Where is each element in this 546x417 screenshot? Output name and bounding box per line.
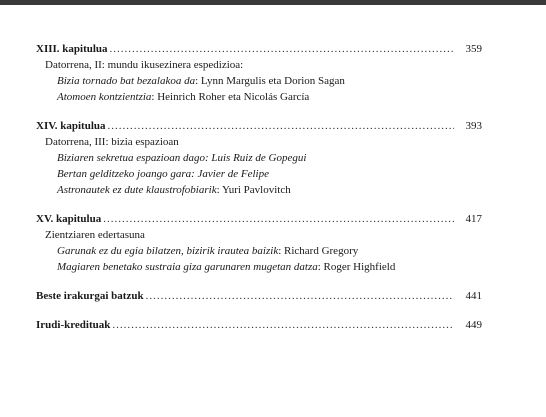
toc-item bbox=[36, 73, 482, 89]
chapter-title: XIII. kapitulua bbox=[36, 43, 108, 55]
item-author: : Lynn Margulis eta Dorion Sagan bbox=[195, 75, 345, 87]
page-number: 359 bbox=[465, 43, 482, 55]
item-author: : Yuri Pavlovitch bbox=[216, 184, 291, 196]
leader-dots bbox=[146, 288, 454, 304]
item-title: Bizia tornado bat bezalakoa da bbox=[57, 75, 196, 87]
chapter-title: XV. kapitulua bbox=[36, 213, 102, 225]
leader-dots bbox=[110, 41, 454, 57]
item-author: : Heinrich Roher eta Nicolás García bbox=[151, 91, 310, 103]
item-author: : Richard Gregory bbox=[278, 245, 359, 257]
toc-item bbox=[36, 259, 482, 275]
page-number: 449 bbox=[465, 319, 482, 331]
leader-dots bbox=[112, 317, 454, 333]
item-title: Garunak ez du egia bilatzen, bizirik irautea baizik bbox=[57, 245, 279, 257]
section-title: Irudi-kredituak bbox=[36, 319, 111, 331]
chapter-subtitle: Datorrena, II: mundu ikusezinera espedizioa: bbox=[45, 59, 244, 71]
toc-heading-row[interactable] bbox=[36, 41, 482, 57]
page-number: 441 bbox=[465, 290, 482, 302]
leader-dots bbox=[103, 211, 454, 227]
toc-item bbox=[36, 150, 482, 166]
toc-entry-chapter-15 bbox=[36, 211, 482, 275]
section-title: Beste irakurgai batzuk bbox=[36, 290, 144, 302]
top-border bbox=[0, 0, 546, 5]
toc-entry-image-credits bbox=[36, 317, 482, 333]
toc-item bbox=[36, 243, 482, 259]
toc-item bbox=[36, 182, 482, 198]
toc-heading-row[interactable] bbox=[36, 211, 482, 227]
chapter-subtitle: Zientziaren edertasuna bbox=[45, 229, 145, 241]
page-number: 393 bbox=[465, 120, 482, 132]
chapter-title: XIV. kapitulua bbox=[36, 120, 106, 132]
toc-heading-row[interactable] bbox=[36, 288, 482, 304]
item-title: Biziaren sekretua espazioan dago: Luis Ruiz de Gopegui bbox=[57, 152, 307, 164]
toc-heading-row[interactable] bbox=[36, 118, 482, 134]
item-title: Bertan gelditzeko joango gara: Javier de Felipe bbox=[57, 168, 269, 180]
toc-item bbox=[36, 166, 482, 182]
page-number: 417 bbox=[465, 213, 482, 225]
item-author: : Roger Highfield bbox=[317, 261, 396, 273]
item-title: Magiaren benetako sustraia giza garunaren mugetan datza bbox=[57, 261, 318, 273]
toc-entry-chapter-13 bbox=[36, 41, 482, 105]
toc-item bbox=[36, 89, 482, 105]
chapter-subtitle: Datorrena, III: bizia espazioan bbox=[45, 136, 179, 148]
toc-heading-row[interactable] bbox=[36, 317, 482, 333]
item-title: Astronautek ez dute klaustrofobiarik bbox=[57, 184, 217, 196]
table-of-contents bbox=[36, 41, 482, 333]
item-title: Atomoen kontzientzia bbox=[57, 91, 152, 103]
toc-entry-chapter-14 bbox=[36, 118, 482, 198]
leader-dots bbox=[108, 118, 455, 134]
toc-entry-further-reading bbox=[36, 288, 482, 304]
